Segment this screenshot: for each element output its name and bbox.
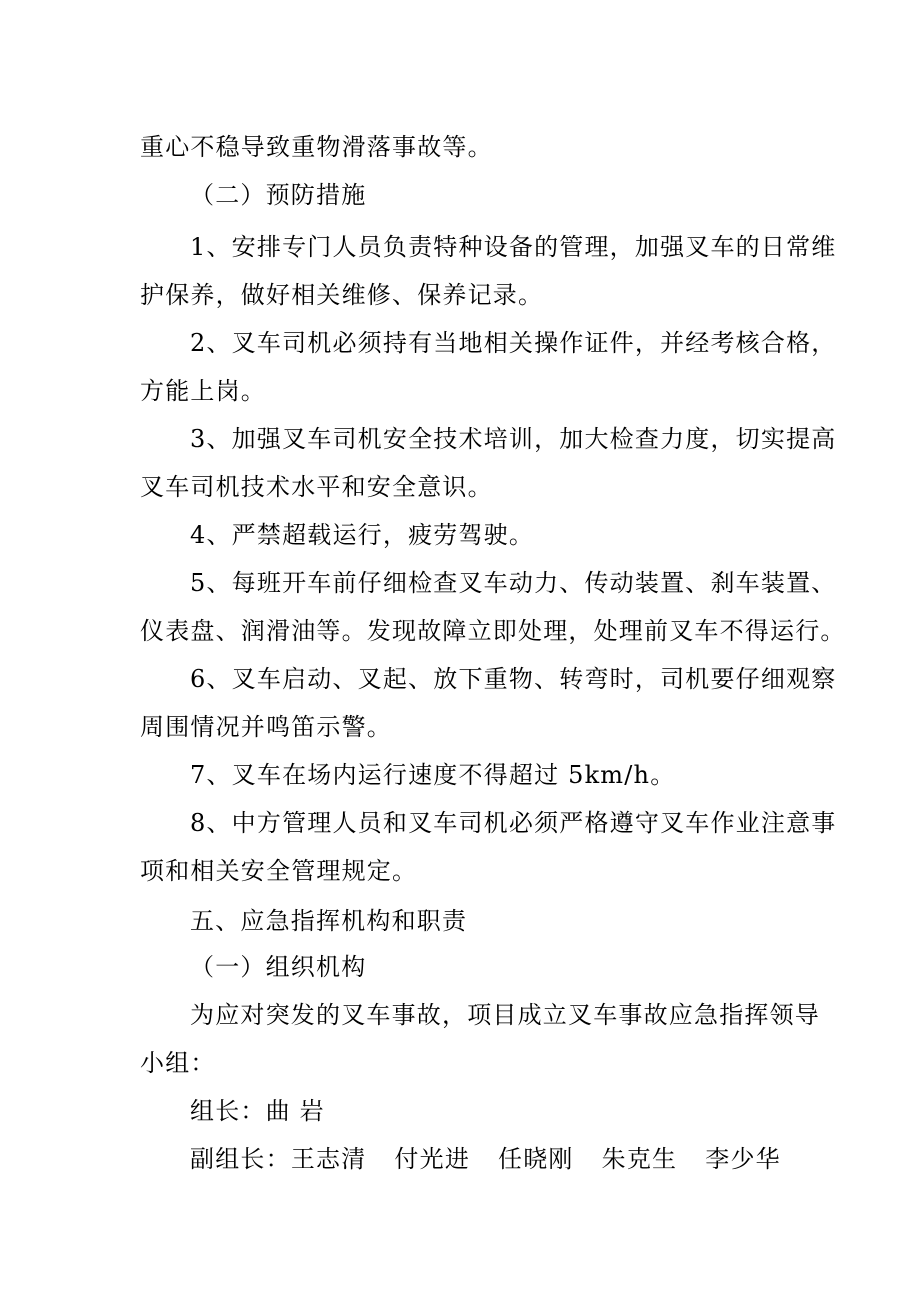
- paragraph-line: 7、叉车在场内运行速度不得超过 5km/h。: [190, 761, 676, 789]
- paragraph-line: 5、每班开车前仔细检查叉车动力、传动装置、刹车装置、: [190, 569, 837, 597]
- paragraph-line: 护保养，做好相关维修、保养记录。: [140, 281, 544, 309]
- paragraph-line: 项和相关安全管理规定。: [140, 857, 418, 885]
- paragraph-line: 8、中方管理人员和叉车司机必须严格遵守叉车作业注意事: [190, 809, 837, 837]
- paragraph-line: 方能上岗。: [140, 377, 266, 405]
- paragraph-line: 4、严禁超载运行，疲劳驾驶。: [190, 521, 535, 549]
- paragraph-line: 为应对突发的叉车事故，项目成立叉车事故应急指挥领导: [190, 1001, 820, 1029]
- leader-name: 曲 岩: [265, 1097, 325, 1125]
- paragraph-line: 2、叉车司机必须持有当地相关操作证件，并经考核合格，: [190, 329, 837, 357]
- paragraph-line: 小组：: [140, 1049, 216, 1077]
- section-heading: （一）组织机构: [190, 953, 367, 981]
- deputy-name: 朱克生: [601, 1145, 678, 1173]
- paragraph-line: 重心不稳导致重物滑落事故等。: [140, 133, 493, 161]
- deputy-name: 任晓刚: [498, 1145, 574, 1173]
- paragraph-line: 仪表盘、润滑油等。发现故障立即处理，处理前叉车不得运行。: [140, 617, 846, 645]
- deputy-line: [190, 1144, 781, 1174]
- paragraph-line: 叉车司机技术水平和安全意识。: [140, 473, 493, 501]
- deputy-name: 付光进: [394, 1145, 471, 1173]
- deputy-name: 王志清: [290, 1145, 367, 1173]
- paragraph-line: 3、加强叉车司机安全技术培训，加大检查力度，切实提高: [190, 425, 837, 453]
- leader-line: [190, 1096, 325, 1126]
- deputy-name: 李少华: [705, 1145, 781, 1173]
- paragraph-line: 6、叉车启动、叉起、放下重物、转弯时，司机要仔细观察: [190, 665, 837, 693]
- deputy-label: 副组长：: [190, 1145, 291, 1173]
- paragraph-line: 1、安排专门人员负责特种设备的管理，加强叉车的日常维: [190, 233, 837, 261]
- section-heading: （二）预防措施: [190, 181, 367, 209]
- paragraph-line: 周围情况并鸣笛示警。: [140, 713, 392, 741]
- leader-label: 组长：: [190, 1097, 266, 1125]
- chapter-heading: 五、应急指挥机构和职责: [190, 907, 468, 935]
